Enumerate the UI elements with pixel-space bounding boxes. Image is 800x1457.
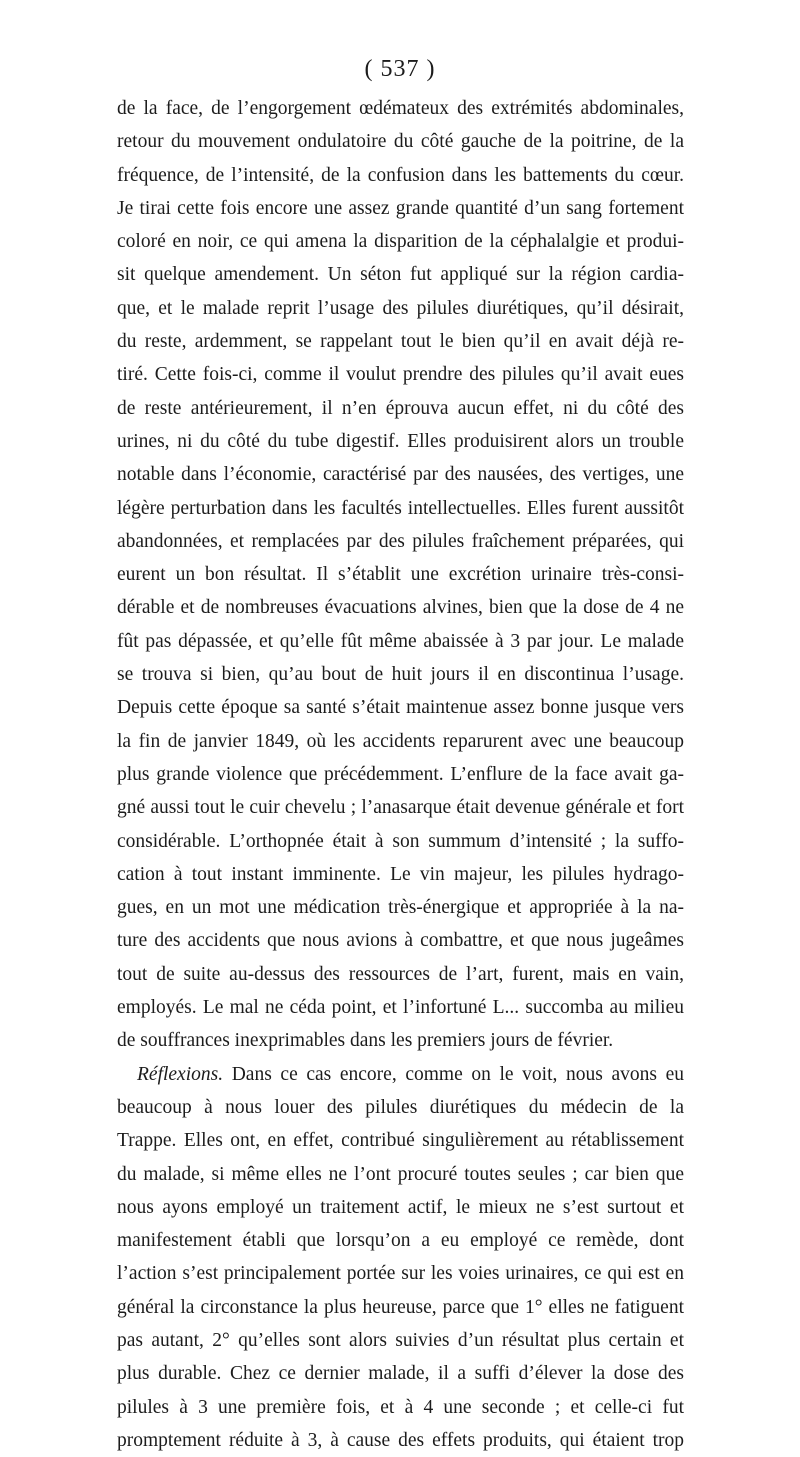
text-line [117, 1058, 684, 1091]
text-line: Depuis cette époque sa santé s’était maintenue assez bonne jusque vers [117, 697, 684, 719]
text-line: Je tirai cette fois encore une assez grande quantité d’un sang fortement [117, 197, 684, 219]
text-line: promptement réduite à 3, à cause des effets produits, qui étaient trop [117, 1429, 684, 1451]
paragraph-reflexions [117, 1058, 684, 1457]
text-line: retour du mouvement ondulatoire du côté gauche de la poitrine, de la [117, 131, 684, 153]
text-line: dérable et de nombreuses évacuations alvines, bien que la dose de 4 ne [117, 597, 684, 619]
text-line: plus durable. Chez ce dernier malade, il a suffi d’élever la dose des [117, 1363, 684, 1385]
text-line: fréquence, de l’intensité, de la confusion dans les battements du cœur. [117, 164, 684, 186]
text-line: du reste, ardemment, se rappelant tout le bien qu’il en avait déjà re- [117, 331, 684, 353]
section-heading: Réflexions. [137, 1063, 224, 1085]
text-line: pas autant, 2° qu’elles sont alors suivies d’un résultat plus certain et [117, 1329, 684, 1351]
text-line: Trappe. Elles ont, en effet, contribué singulièrement au rétablissement [117, 1130, 684, 1152]
text-line: de reste antérieurement, il n’en éprouva aucun effet, ni du côté des [117, 397, 684, 419]
text-line: que, et le malade reprit l’usage des pilules diurétiques, qu’il désirait, [117, 297, 684, 319]
text-line: manifestement établi que lorsqu’on a eu employé ce remède, dont [117, 1230, 684, 1252]
text-line: cation à tout instant imminente. Le vin majeur, les pilules hydrago- [117, 863, 684, 885]
page-number: ( 537 ) [364, 56, 436, 82]
text-line: nous ayons employé un traitement actif, le mieux ne s’est surtout et [117, 1196, 684, 1218]
heading-line-text: Dans ce cas encore, comme on le voit, nous avons eu [223, 1063, 684, 1085]
paragraph-case-history [117, 92, 684, 1058]
text-line: tiré. Cette fois-ci, comme il voulut prendre des pilules qu’il avait eues [117, 364, 684, 386]
text-line: tout de suite au-dessus des ressources de l’art, furent, mais en vain, [117, 963, 684, 985]
text-line: urines, ni du côté du tube digestif. Elles produisirent alors un trouble [117, 430, 684, 452]
text-line: du malade, si même elles ne l’ont procuré toutes seules ; car bien que [117, 1163, 684, 1185]
body-text [117, 92, 684, 1457]
text-line: de la face, de l’engorgement œdémateux des extrémités abdominales, [117, 98, 684, 119]
text-line: beaucoup à nous louer des pilules diurétiques du médecin de la [117, 1096, 684, 1118]
text-line: se trouva si bien, qu’au bout de huit jours il en discontinua l’usage. [117, 664, 684, 686]
text-line: plus grande violence que précédemment. L’enflure de la face avait ga- [117, 763, 684, 785]
text-line: gné aussi tout le cuir chevelu ; l’anasarque était devenue générale et fort [117, 797, 684, 819]
text-line: notable dans l’économie, caractérisé par des nausées, des vertiges, une [117, 464, 684, 486]
text-line: pilules à 3 une première fois, et à 4 une seconde ; et celle-ci fut [117, 1396, 684, 1418]
text-line: gues, en un mot une médication très-énergique et appropriée à la na- [117, 897, 684, 919]
text-line: ture des accidents que nous avions à combattre, et que nous jugeâmes [117, 930, 684, 952]
text-line: sit quelque amendement. Un séton fut appliqué sur la région cardia- [117, 264, 684, 286]
text-line: eurent un bon résultat. Il s’établit une excrétion urinaire très-consi- [117, 564, 684, 586]
text-line: de souffrances inexprimables dans les premiers jours de février. [117, 1030, 614, 1052]
text-line: employés. Le mal ne céda point, et l’infortuné L... succomba au milieu [117, 997, 684, 1019]
text-line: coloré en noir, ce qui amena la disparition de la céphalalgie et produi- [117, 231, 684, 253]
text-line: la fin de janvier 1849, où les accidents reparurent avec une beaucoup [117, 730, 684, 752]
text-line: fût pas dépassée, et qu’elle fût même abaissée à 3 par jour. Le malade [117, 630, 684, 652]
text-line: abandonnées, et remplacées par des pilules fraîchement préparées, qui [117, 530, 684, 552]
text-line: général la circonstance la plus heureuse, parce que 1° elles ne fatiguent [117, 1296, 684, 1318]
text-line: l’action s’est principalement portée sur les voies urinaires, ce qui est en [117, 1263, 684, 1285]
text-line: légère perturbation dans les facultés intellectuelles. Elles furent aussitôt [117, 497, 684, 519]
text-line: considérable. L’orthopnée était à son summum d’intensité ; la suffo- [117, 830, 684, 852]
